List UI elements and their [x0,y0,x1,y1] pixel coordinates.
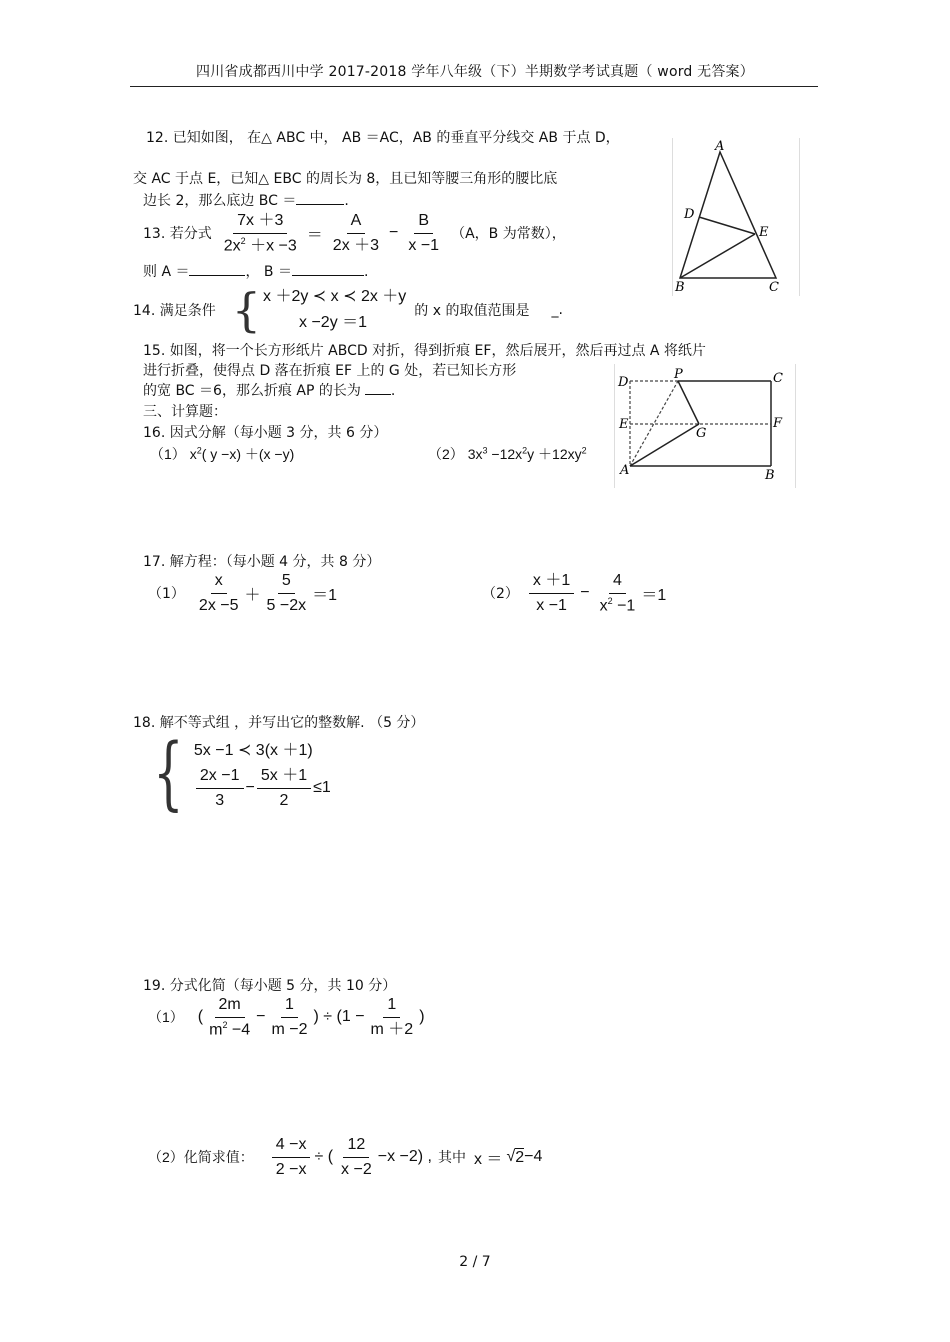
q17-p1-frac1-den: 2x −5 [198,596,239,614]
q17-p2-rhs: ＝1 [641,586,667,604]
q19-p1-frac2-den: m −2 [271,1020,308,1038]
q19-p2-tail: −x −2) , [377,1148,432,1166]
q18-row2-frac2-num: 5x ＋1 [257,767,311,789]
q17-p2-frac2-den-exp: 2 [607,595,613,606]
q19-p2-frac1-den: 2 −x [275,1160,307,1178]
q18-row2-rhs: ≤1 [313,779,331,796]
q16-p2-c: y ＋12xy [527,446,582,462]
q16-p2-label: （2） [428,446,464,462]
q19-p1-frac3-num: 1 [383,996,400,1018]
q13-note: （A，B 为常数）， [451,226,566,243]
q17-p1-frac1 [195,572,243,614]
q14-tail: 的 x 的取值范围是 [414,303,530,319]
q17-p2-frac2 [596,572,640,615]
q14-row1: x ＋2y ≺ x ≺ 2x ＋y [263,288,407,305]
q13-label: 13. 若分式 [143,226,212,243]
q17-p1-label: （1） [148,586,185,603]
q13-frac3 [404,212,443,254]
q17-p2-frac1 [529,572,574,614]
q18-row1: 5x −1 ≺ 3(x ＋1) [193,741,313,759]
section3-title: 三、计算题： [143,404,227,420]
header-rule [130,86,818,87]
q18-row2-frac1-den: 3 [215,791,225,809]
q13-frac1-num: 7x ＋3 [233,212,287,234]
fig1-label-d: D [684,207,695,222]
q13-line2-b: ， B ＝ [245,264,292,280]
q15-line3 [143,380,395,400]
q16-p1-b: ( y −x) ＋(x −y) [201,446,295,462]
q19-p2-frac2-num: 12 [343,1136,369,1158]
q17-p1-frac2 [263,572,311,614]
q19-p1-frac1-den-a: m [209,1020,223,1038]
q16-p2-e3: 2 [581,445,587,456]
q15-line1: 15. 如图，将一个长方形纸片 ABCD 对折，得到折痕 EF，然后展开，然后再过点 A 将纸片 [143,343,706,359]
q17-p2-frac1-num: x ＋1 [529,572,574,594]
q13-frac1-den-exp: 2 [240,235,246,246]
q19-p2-frac1 [272,1136,311,1178]
fig2-label-f: F [773,416,783,431]
q19-p1-frac1 [205,996,254,1039]
q17-p1-frac1-num: x [211,572,227,594]
q19-p1-frac2-num: 1 [281,996,298,1018]
q18-system-rows [194,737,331,809]
fig2-label-g: G [696,426,707,441]
page-number: 2 / 7 [459,1254,491,1270]
q18-title: 18. 解不等式组 ，并写出它的整数解. （5 分） [133,715,425,731]
q12-line3-end: . [344,193,349,209]
q19-p1-frac2 [268,996,312,1038]
q16-p2-e1: 3 [482,445,488,456]
q16-p2-e2: 2 [522,445,528,456]
q13-answer-blank-b[interactable] [292,275,364,276]
q13-equals: ＝ [306,226,323,244]
q13-line2-a: 则 A ＝ [143,264,190,280]
q19-part2 [148,1136,542,1178]
q17-p1-plus: ＋ [244,586,261,604]
q19-p2-frac2 [337,1136,376,1178]
q12-line2: 交 AC 于点 E，已知△ EBC 的周长为 8，且已知等腰三角形的腰比底 [133,171,558,187]
fig2-label-b: B [765,468,775,483]
q19-p1-close: ) [419,1008,425,1026]
q16-p1-a: x [189,446,197,462]
page-header: 四川省成都西川中学 2017-2018 学年八年级（下）半期数学考试真题（ word 无答案） [196,64,754,80]
q13-minus: − [389,224,399,242]
q19-p2-sqrt-symbol: √ [506,1148,516,1166]
q19-p2-x: x ＝ [473,1150,503,1168]
q19-p1-frac1-den-exp: 2 [222,1019,228,1030]
q13-answer-blank-a[interactable] [189,275,245,276]
q19-p1-mid: ) ÷ (1 − [313,1008,365,1026]
figure-rectangle-fold [614,364,798,488]
q12-line3 [143,190,349,210]
q15-answer-blank[interactable] [365,394,391,395]
q15-line3-b: . [390,383,396,399]
q18-row2-frac2 [257,767,311,809]
fig2-label-e: E [619,417,629,432]
q15-line3-a: 的宽 BC ＝6，那么折痕 AP 的长为 [143,383,361,399]
q13-frac3-num: B [414,212,433,234]
q18-row2 [194,767,331,809]
q13-line2 [143,261,368,281]
q18-row2-minus: − [245,779,255,796]
q15-line2: 进行折叠，使得点 D 落在折痕 EF 上的 G 处，若已知长方形 [143,363,517,379]
q14-expression [133,284,563,336]
q13-frac1-den-b: ＋x −3 [245,236,297,254]
q16-p2-a: 3x [467,446,483,462]
figure-triangle-abc [672,138,800,296]
fig2-label-c: C [773,371,783,386]
q18-row2-frac1 [196,767,244,809]
q17-p2-frac1-den: x −1 [536,596,567,614]
q17-p2-frac2-den-a: x [599,596,608,614]
q13-frac1-den [220,234,301,255]
q13-frac2-num: A [347,212,366,234]
q19-p1-frac3-den: m ＋2 [370,1020,414,1038]
q16-part1 [150,444,294,464]
q17-part1 [148,572,337,614]
q13-frac1-den-a: 2x [223,236,241,254]
q13-frac2-den: 2x ＋3 [332,236,380,254]
q13-expression [143,212,566,255]
q17-part2 [482,572,666,615]
q16-title: 16. 因式分解（每小题 3 分，共 6 分） [143,425,388,441]
q19-p2-label: （2）化简求值： [148,1149,254,1166]
fig1-label-c: C [769,280,779,295]
q19-p2-end: −4 [524,1148,543,1166]
q13-frac2 [329,212,383,254]
q17-p1-rhs: ＝1 [312,586,338,604]
fig2-label-p: P [674,367,683,382]
q19-p2-sqrt-value: 2 [515,1148,525,1166]
fig1-label-a: A [715,139,725,154]
q16-part2 [428,444,587,464]
q19-p1-open: ( [197,1008,204,1026]
q17-p1-frac2-num: 5 [278,572,295,594]
q19-p1-frac1-den-b: −4 [227,1020,251,1038]
q18-row2-frac2-den: 2 [279,791,289,809]
q18-system [143,726,331,819]
fig1-label-b: B [675,280,685,295]
q19-title: 19. 分式化简（每小题 5 分，共 10 分） [143,978,397,994]
q13-line2-c: . [364,264,369,280]
q14-tail-end: _. [551,302,563,318]
q17-p2-frac2-num: 4 [609,572,626,594]
q17-p1-frac2-den: 5 −2x [266,596,307,614]
q12-line1: 12. 已知如图， 在△ ABC 中， AB ＝AC，AB 的垂直平分线交 AB 于点 D， [146,130,620,146]
fig2-label-d: D [618,375,629,390]
q19-p2-where: 其中 [437,1149,466,1166]
q12-line3-text: 边长 2，那么底边 BC ＝ [143,193,297,209]
q17-p2-frac2-den-b: −1 [612,596,636,614]
q16-p1-label: （1） [150,446,186,462]
q19-part1 [148,996,425,1039]
q14-row2: x −2y ＝1 [299,314,368,331]
fig1-label-e: E [759,225,769,240]
q14-system [263,284,406,336]
q16-p1-exp: 2 [196,445,202,456]
q19-p2-div: ÷ ( [314,1148,334,1166]
q19-p2-frac2-den: x −2 [341,1160,372,1178]
q19-p1-minus: − [256,1008,266,1026]
q17-p2-label: （2） [482,586,519,603]
q19-p2-frac1-num: 4 −x [272,1136,311,1158]
q17-p2-frac2-den [596,594,640,615]
q13-frac1 [220,212,301,255]
q14-label: 14. 满足条件 [133,303,216,319]
fig2-label-a: A [620,463,630,478]
q17-title: 17. 解方程：（每小题 4 分，共 8 分） [143,554,381,570]
q19-p1-frac3 [367,996,418,1038]
q12-answer-blank[interactable] [296,204,344,205]
q19-p1-frac1-den [205,1018,254,1039]
q17-p2-minus: − [580,584,590,602]
q18-row2-frac1-num: 2x −1 [196,767,244,789]
q18-brace: { [153,726,184,819]
q13-frac3-den: x −1 [408,236,440,254]
q16-p2-b: −12x [487,446,523,462]
q19-p1-label: （1） [148,1009,184,1026]
q14-brace: { [231,283,261,337]
q19-p1-frac1-num: 2m [215,996,245,1018]
